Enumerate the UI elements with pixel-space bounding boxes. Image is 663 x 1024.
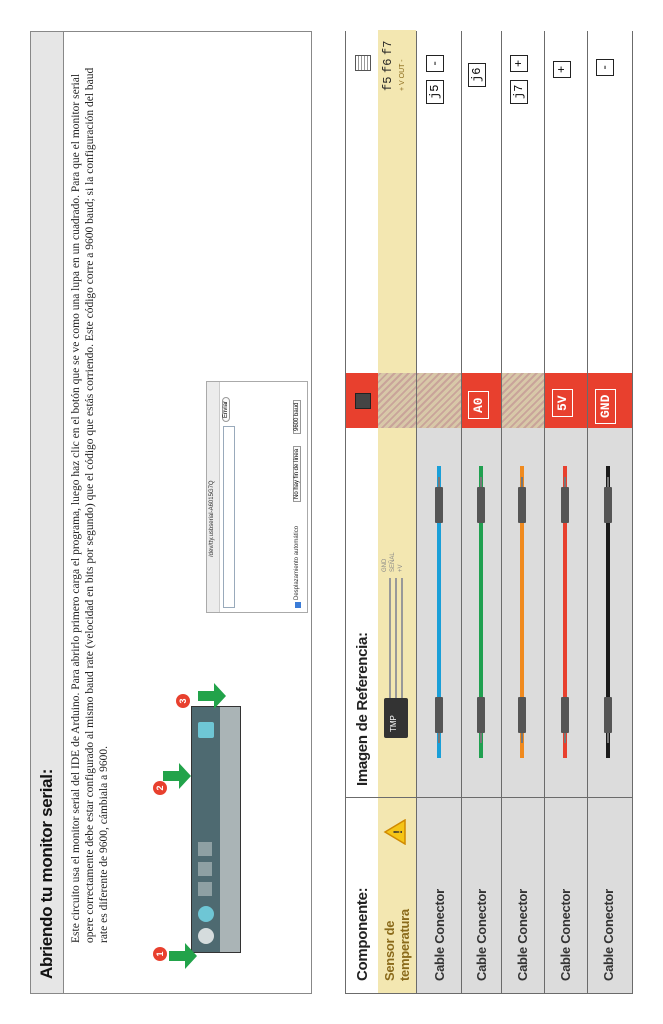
arduino-header: [346, 373, 378, 428]
line-ending-select[interactable]: No hay fin de línea: [293, 446, 301, 502]
breadboard-j6: j6: [468, 63, 486, 87]
verify-icon[interactable]: [198, 928, 214, 944]
blue-arduino-cell: [417, 373, 461, 428]
wire-plug: [435, 487, 443, 523]
wire-plug: [435, 697, 443, 733]
arduino-chip-icon: [355, 393, 371, 409]
sensor-leg-3: [401, 578, 403, 698]
breadboard-minus: -: [426, 55, 444, 72]
serial-monitor-panel: [30, 31, 312, 994]
step-badge-3: 3: [176, 694, 190, 708]
wire-pin: [480, 477, 482, 487]
step-badge-1: 1: [153, 947, 167, 961]
breadboard-j5: j5: [426, 80, 444, 104]
sensor-leg-1: [389, 578, 391, 698]
component-label: Cable Conector: [474, 889, 489, 981]
sensor-connection-f7: f7: [381, 40, 395, 55]
row-divider: [461, 373, 462, 993]
header-reference: [346, 428, 379, 798]
wire-plug: [477, 487, 485, 523]
wire-pin: [480, 733, 482, 743]
row-divider: [587, 31, 588, 373]
arduino-pin-5v: 5V: [552, 389, 573, 417]
sensor-image-cell: [378, 428, 416, 798]
breadboard-minus: -: [596, 59, 614, 76]
component-label: Cable Conector: [601, 889, 616, 981]
component-label: Cable Conector: [558, 889, 573, 981]
column-divider: [346, 797, 632, 798]
row-divider: [544, 31, 545, 373]
header-component-label: Componente:: [354, 887, 371, 981]
window-path: /dev/tty.usbserial-A6015G7Q: [209, 480, 215, 557]
header-reference-label: Imagen de Referencia:: [354, 632, 371, 786]
wire-pin: [564, 733, 566, 743]
breadboard-plus: +: [510, 55, 528, 72]
wire-plug: [518, 697, 526, 733]
sensor-connection-f6: f6: [381, 58, 395, 73]
arduino-pin-gnd: GND: [595, 389, 616, 424]
svg-text:!: !: [391, 830, 405, 834]
sensor-breadboard-cell: [378, 30, 416, 373]
row-divider: [461, 31, 462, 373]
panel-header: [31, 32, 64, 993]
warning-icon: [383, 819, 407, 845]
sensor-arduino-cell: [378, 373, 416, 428]
arrow-1-icon: [167, 939, 199, 973]
sensor-pin-label-gnd: GND: [382, 558, 388, 572]
serial-input[interactable]: [223, 426, 235, 608]
wire-plug: [604, 697, 612, 733]
sensor-vout: + V OUT -: [399, 59, 406, 91]
wire-plug: [561, 697, 569, 733]
wire-plug: [561, 487, 569, 523]
row-divider: [501, 31, 502, 373]
row-divider: [416, 373, 417, 993]
new-icon[interactable]: [198, 882, 212, 896]
breadboard-header: [346, 30, 379, 373]
sensor-connection-f5: f5: [381, 76, 395, 91]
row-divider: [501, 373, 502, 993]
arduino-pin-a0: A0: [468, 391, 489, 419]
wire-pin: [521, 733, 523, 743]
wire-pin: [438, 477, 440, 487]
row-divider: [416, 31, 417, 373]
component-label: Cable Conector: [432, 889, 447, 981]
header-component: [346, 798, 379, 993]
component-label: Cable Conector: [515, 889, 530, 981]
wire-pin: [607, 733, 609, 743]
serial-monitor-icon[interactable]: [198, 722, 214, 738]
wire-plug: [477, 697, 485, 733]
wire-plug: [518, 487, 526, 523]
arrow-2-icon: [161, 759, 193, 793]
autoscroll-checkbox[interactable]: [295, 602, 301, 608]
save-icon[interactable]: [198, 842, 212, 856]
wire-pin: [438, 733, 440, 743]
row-divider: [587, 373, 588, 993]
sensor-label: Sensor de temperatura: [382, 909, 412, 981]
wire-pin: [521, 477, 523, 487]
parts-table: [345, 31, 633, 994]
toolbar-strip: [220, 707, 240, 952]
orange-arduino-cell: [502, 373, 544, 428]
arrow-3-icon: [196, 679, 228, 713]
serial-monitor-window: [206, 381, 308, 613]
breadboard-icon: [355, 55, 371, 71]
autoscroll-label: Desplazamiento automático: [294, 525, 300, 600]
wire-pin: [607, 477, 609, 487]
upload-icon[interactable]: [198, 906, 214, 922]
ide-toolbar: [191, 706, 241, 953]
sensor-text: TMP: [389, 715, 398, 732]
breadboard-plus: +: [553, 61, 571, 78]
sensor-pin-label-signal: SEÑAL: [390, 552, 396, 572]
breadboard-j7: j7: [510, 80, 528, 104]
step-badge-2: 2: [153, 781, 167, 795]
wire-plug: [604, 487, 612, 523]
wire-pin: [564, 477, 566, 487]
panel-title: Abriendo tu monitor serial:: [37, 768, 56, 979]
row-divider: [544, 373, 545, 993]
baud-select[interactable]: 9600 baud: [293, 400, 301, 434]
open-icon[interactable]: [198, 862, 212, 876]
sensor-component-cell: [378, 798, 416, 993]
panel-body: Este circuito usa el monitor serial del IDE de Arduino. Para abrirlo primero carga el programa, luego haz clic en el botón que se ve como una lupa en un cuadrado. Para que el monitor serial opere correctamente debe estar configurado al mismo baud rate (velocidad en bits por segundo) que el código que estás corriendo. Este código corre a 9600 baud; si la configuración del baud rate es diferente de 9600, cámbiala a 9600.: [70, 67, 110, 943]
sensor-pin-label-v: +V: [398, 564, 404, 572]
send-button[interactable]: Enviar: [222, 397, 230, 422]
sensor-leg-2: [395, 578, 397, 698]
